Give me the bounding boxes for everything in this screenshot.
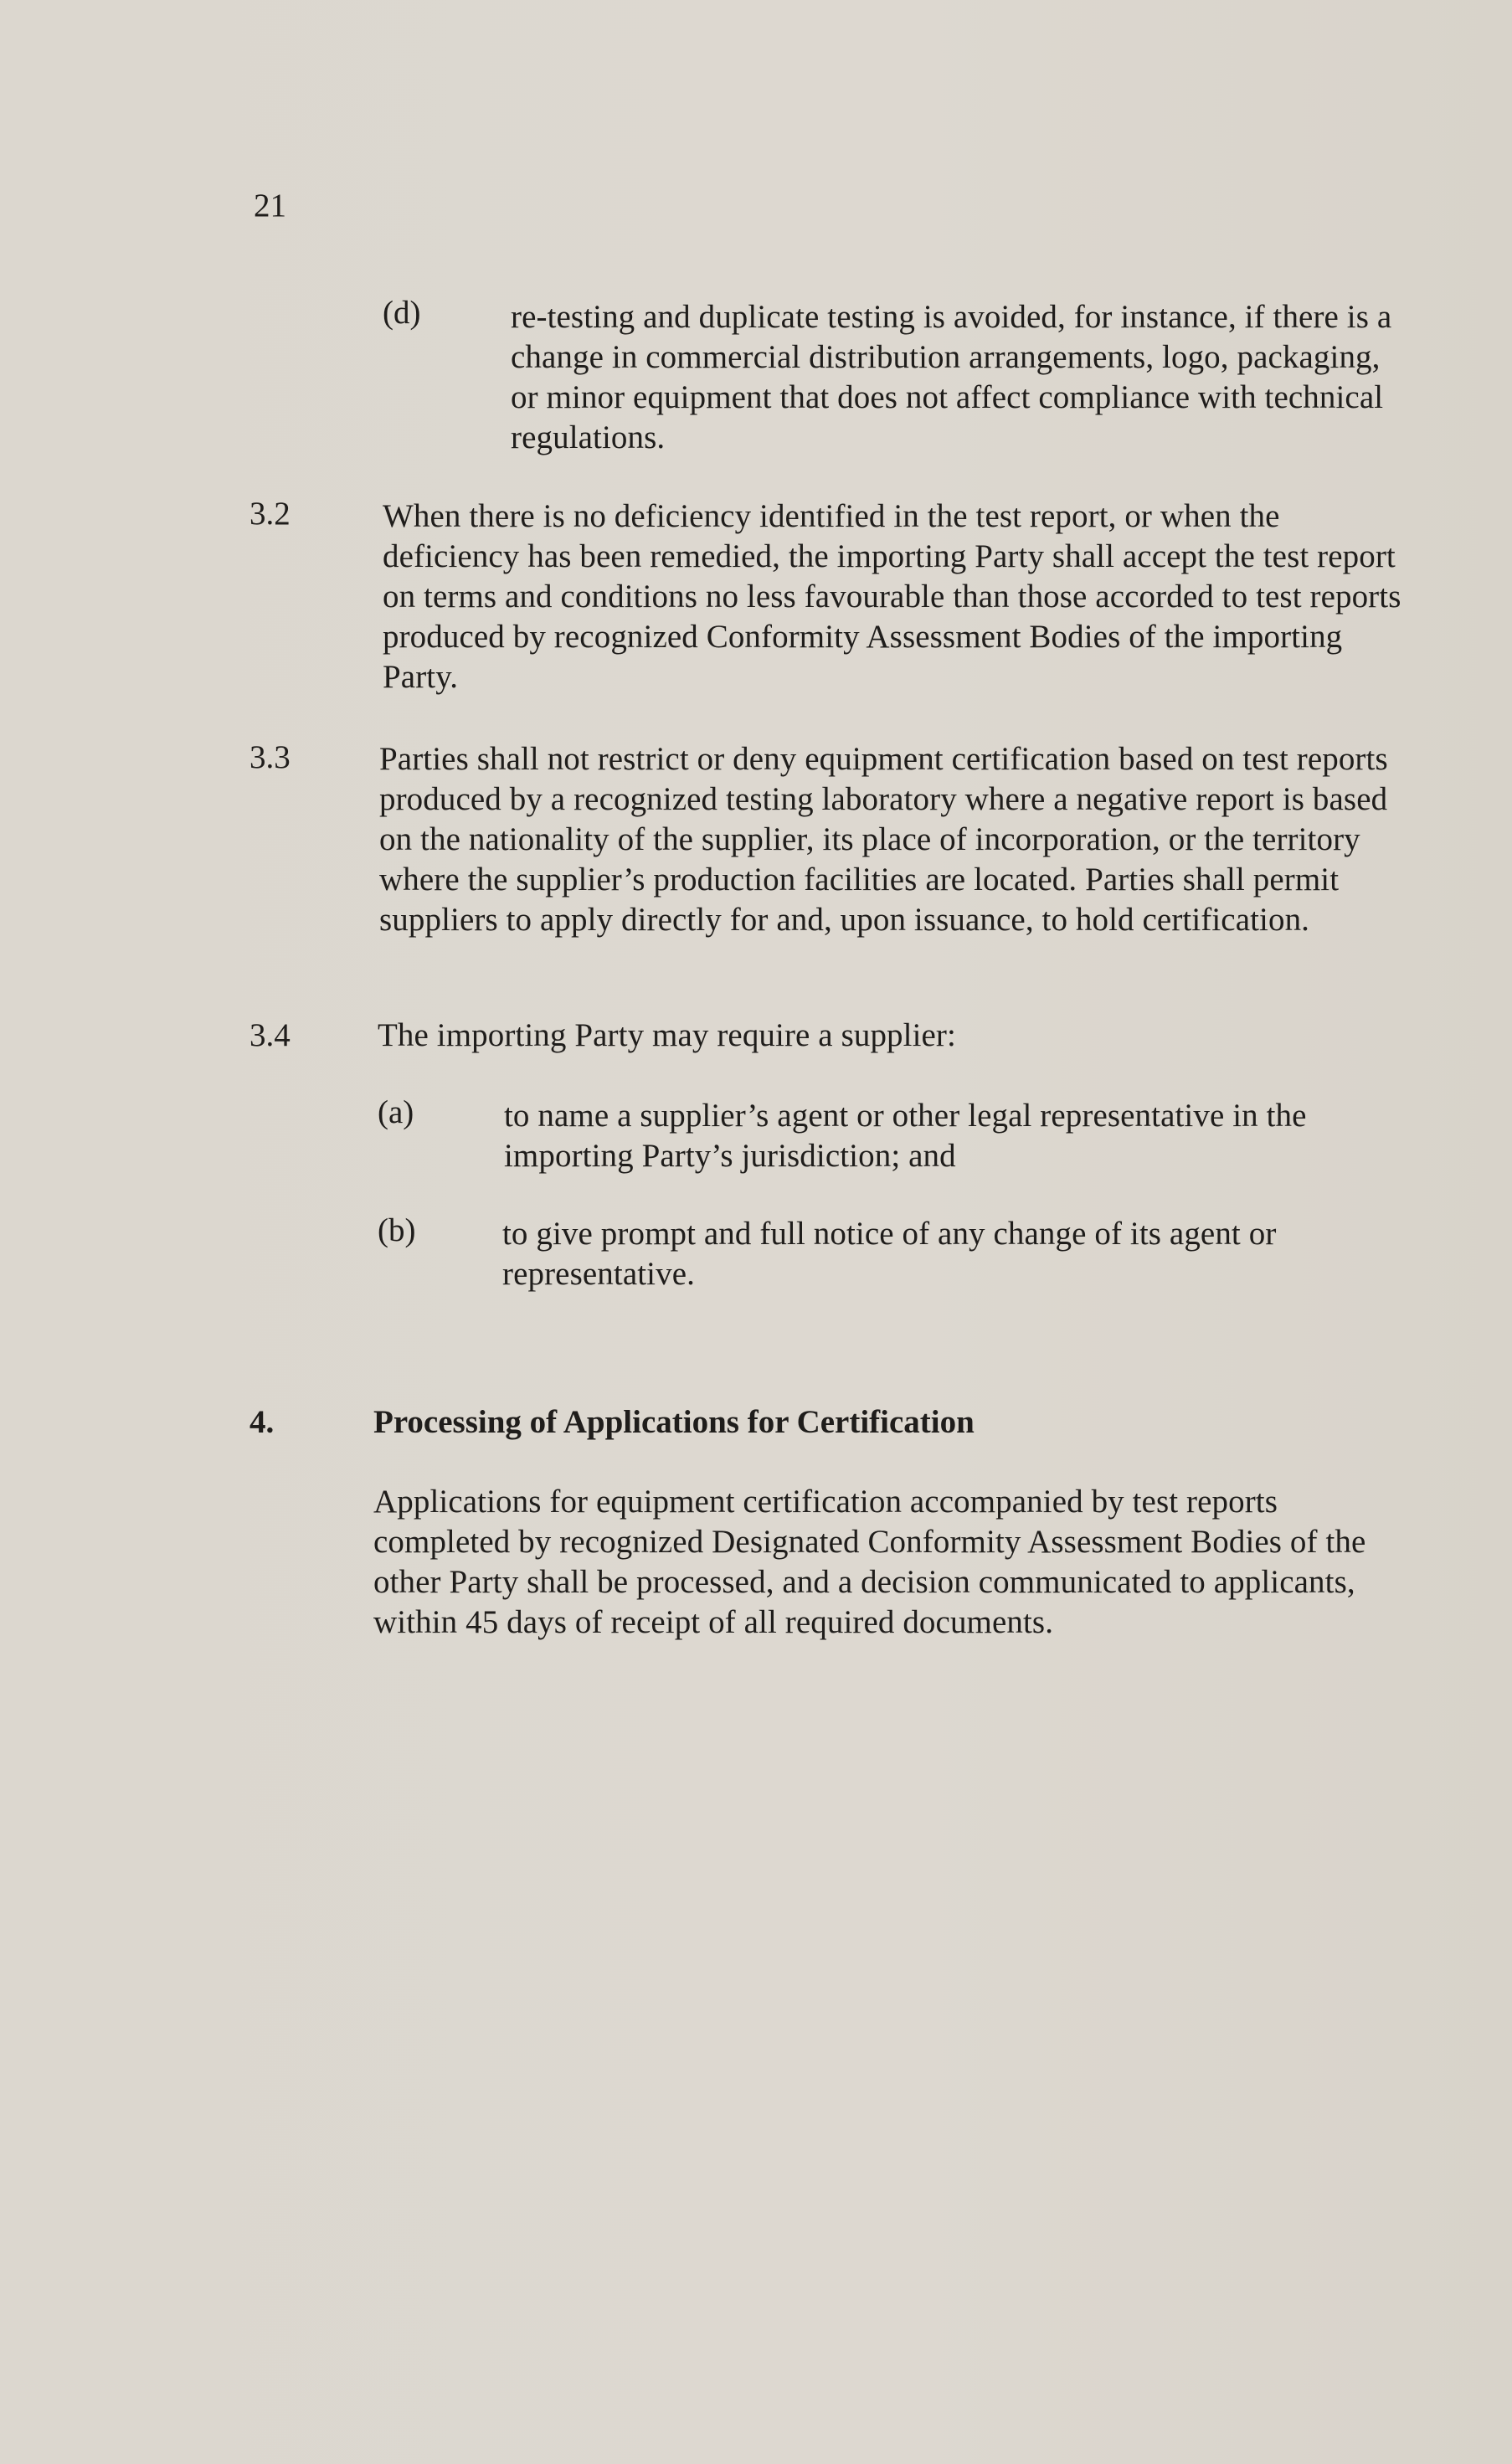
item-d-label: (d)	[383, 295, 421, 331]
page-number: 21	[254, 188, 286, 224]
item-b-text: to give prompt and full notice of any change of its agent or representative.	[502, 1216, 1277, 1292]
item-d-text: re-testing and duplicate testing is avoided, for instance, if there is a change in commercial distribution arrangements, logo, packaging, or minor equipment that does not affect compliance with technical regulations.	[511, 299, 1392, 455]
item-a-label: (a)	[378, 1094, 414, 1130]
item-a-text: to name a supplier’s agent or other legal representative in the importing Party’s jurisdiction; and	[504, 1098, 1307, 1174]
section-3-4-text: The importing Party may require a supplier:	[378, 1017, 956, 1053]
section-3-3-number: 3.3	[249, 739, 291, 775]
section-3-2-number: 3.2	[249, 496, 291, 532]
section-3-3-text: Parties shall not restrict or deny equipment certification based on test reports produced by a recognized testing laboratory where a negative report is based on the nationality of the supplier, its place of incorporation, or the territory where the supplier’s production facilities are located. Parties shall permit suppliers to apply directly for and, upon issuance, to hold certification.	[379, 741, 1388, 938]
section-3-2-text: When there is no deficiency identified in the test report, or when the deficiency has been remedied, the importing Party shall accept the test report on terms and conditions no less favourable than those accorded to test reports produced by recognized Conformity Assessment Bodies of the importing Party.	[383, 498, 1401, 695]
section-4-number: 4.	[249, 1404, 275, 1440]
section-4-heading: Processing of Applications for Certification	[373, 1404, 975, 1440]
section-4-text: Applications for equipment certification accompanied by test reports completed by recognized Designated Conformity Assessment Bodies of the other Party shall be processed, and a decision communicated to applicants, within 45 days of receipt of all required documents.	[373, 1484, 1366, 1640]
item-b-label: (b)	[378, 1212, 416, 1248]
section-3-4-number: 3.4	[249, 1017, 291, 1053]
